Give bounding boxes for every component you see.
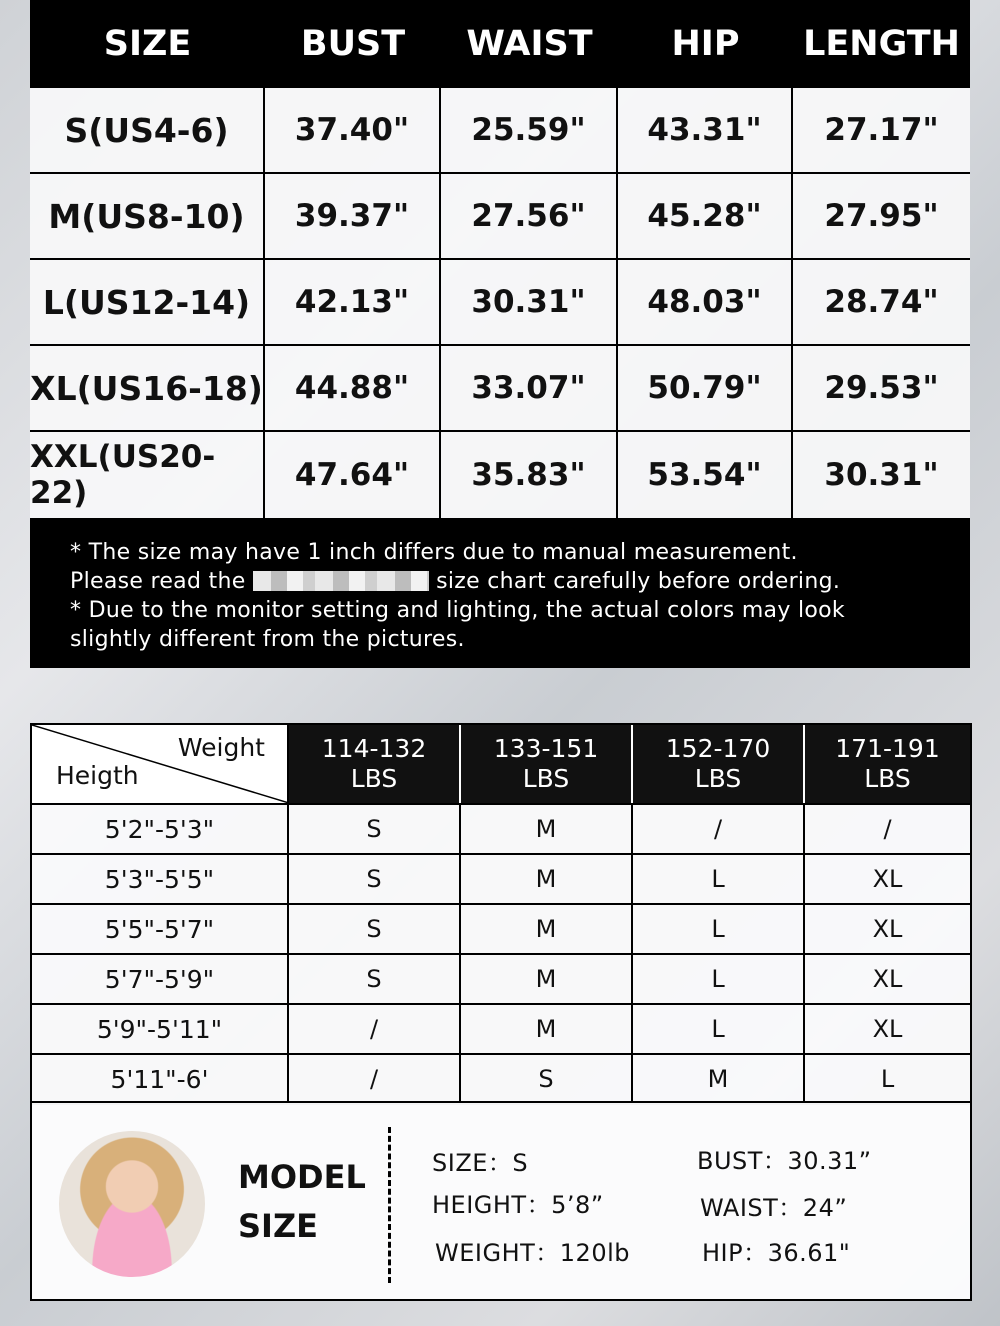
- table-row: [32, 853, 970, 903]
- length-cell: 27.95": [824, 198, 939, 234]
- size-cell: L: [633, 1005, 805, 1053]
- hip-cell: 50.79": [618, 346, 793, 430]
- redacted-brand: [253, 571, 429, 591]
- bust-cell: 44.88": [265, 346, 441, 430]
- weight-unit: LBS: [864, 764, 911, 793]
- waist-cell: 35.83": [441, 432, 618, 518]
- weight-unit: LBS: [522, 764, 570, 793]
- size-cell: M(US8-10): [30, 174, 265, 258]
- header-length: LENGTH: [803, 24, 960, 64]
- header-size: SIZE: [103, 24, 192, 64]
- model-avatar: [59, 1131, 205, 1277]
- weight-range: 171-191: [835, 734, 940, 763]
- size-chart-header: [30, 0, 970, 88]
- size-notes: [30, 518, 970, 668]
- weight-unit: LBS: [694, 764, 742, 793]
- size-cell: M: [461, 955, 633, 1003]
- size-cell: /: [289, 1005, 461, 1053]
- height-cell: 5'7"-5'9": [32, 955, 289, 1003]
- size-cell: L: [633, 955, 805, 1003]
- header-bust: BUST: [300, 24, 406, 64]
- table-row: [32, 953, 970, 1003]
- size-cell: XXL(US20-22): [30, 432, 265, 518]
- table-row: [30, 432, 970, 518]
- size-cell: M: [461, 805, 633, 853]
- note-line: * Due to the monitor setting and lighting, the actual colors may look: [70, 598, 845, 623]
- model-bust: BUST：30.31”: [697, 1147, 872, 1175]
- note-text: Please read the: [70, 569, 253, 594]
- model-title-line: SIZE: [238, 1207, 319, 1245]
- size-chart-table: [30, 0, 970, 668]
- model-hip: HIP：36.61": [702, 1239, 851, 1267]
- size-cell: M: [461, 905, 633, 953]
- height-cell: 5'11"-6': [32, 1055, 289, 1103]
- size-cell: M: [633, 1055, 805, 1103]
- corner-header: [32, 725, 289, 803]
- table-row: [32, 1003, 970, 1053]
- weight-column-header: [289, 725, 461, 803]
- table-row: [30, 88, 970, 174]
- note-text: size chart carefully before ordering.: [428, 569, 841, 594]
- table-row: [32, 1053, 970, 1103]
- model-size-panel: [30, 1101, 972, 1301]
- bust-cell: 47.64": [265, 432, 441, 518]
- length-cell: 27.17": [824, 112, 939, 148]
- length-cell: 28.74": [824, 284, 939, 320]
- size-chart-body: [30, 88, 970, 518]
- model-height: HEIGHT：5’8”: [432, 1191, 604, 1219]
- height-cell: 5'9"-5'11": [32, 1005, 289, 1053]
- size-cell: XL: [872, 865, 903, 893]
- note-line: [70, 567, 970, 596]
- weight-column-header: [805, 725, 970, 803]
- weight-range: 152-170: [665, 734, 771, 763]
- size-cell: L(US12-14): [30, 260, 265, 344]
- size-cell: /: [883, 815, 892, 843]
- size-cell: /: [633, 805, 805, 853]
- table-row: [32, 903, 970, 953]
- size-cell: S(US4-6): [30, 88, 265, 172]
- weight-range: 133-151: [493, 734, 599, 763]
- size-cell: L: [880, 1065, 895, 1093]
- size-cell: M: [461, 1005, 633, 1053]
- size-cell: S: [289, 805, 461, 853]
- weight-unit: LBS: [350, 764, 398, 793]
- size-cell: S: [461, 1055, 633, 1103]
- weight-range: 114-132: [321, 734, 427, 763]
- note-line: slightly different from the pictures.: [70, 627, 465, 652]
- hip-cell: 43.31": [618, 88, 793, 172]
- note-line: * The size may have 1 inch differs due to manual measurement.: [70, 540, 798, 565]
- dashed-divider: [388, 1127, 391, 1283]
- size-cell: XL: [872, 915, 903, 943]
- table-row: [32, 803, 970, 853]
- weight-label: Weight: [177, 733, 265, 762]
- fit-guide-table: [30, 723, 972, 1105]
- size-cell: S: [289, 855, 461, 903]
- size-cell: S: [289, 905, 461, 953]
- height-cell: 5'3"-5'5": [32, 855, 289, 903]
- size-cell: S: [289, 955, 461, 1003]
- bust-cell: 42.13": [265, 260, 441, 344]
- waist-cell: 27.56": [441, 174, 618, 258]
- table-row: [30, 346, 970, 432]
- waist-cell: 33.07": [441, 346, 618, 430]
- model-size: SIZE：S: [432, 1149, 529, 1177]
- model-weight: WEIGHT：120lb: [435, 1239, 630, 1267]
- hip-cell: 48.03": [618, 260, 793, 344]
- model-title-line: MODEL: [238, 1158, 366, 1196]
- waist-cell: 25.59": [441, 88, 618, 172]
- size-cell: XL: [872, 1015, 903, 1043]
- fit-guide-header: [32, 725, 970, 803]
- header-hip: HIP: [671, 24, 740, 64]
- weight-column-header: [633, 725, 805, 803]
- header-waist: WAIST: [466, 24, 593, 64]
- height-cell: 5'2"-5'3": [32, 805, 289, 853]
- bust-cell: 37.40": [265, 88, 441, 172]
- length-cell: 29.53": [824, 370, 939, 406]
- size-cell: XL: [872, 965, 903, 993]
- size-cell: /: [289, 1055, 461, 1103]
- length-cell: 30.31": [824, 457, 939, 493]
- size-cell: M: [461, 855, 633, 903]
- table-row: [30, 260, 970, 346]
- height-cell: 5'5"-5'7": [32, 905, 289, 953]
- hip-cell: 45.28": [618, 174, 793, 258]
- weight-column-header: [461, 725, 633, 803]
- model-size-title: [238, 1153, 366, 1251]
- height-label: Heigth: [56, 761, 139, 790]
- bust-cell: 39.37": [265, 174, 441, 258]
- model-waist: WAIST：24”: [700, 1194, 848, 1222]
- size-cell: L: [633, 905, 805, 953]
- size-cell: XL(US16-18): [30, 346, 265, 430]
- size-cell: L: [633, 855, 805, 903]
- waist-cell: 30.31": [441, 260, 618, 344]
- table-row: [30, 174, 970, 260]
- hip-cell: 53.54": [618, 432, 793, 518]
